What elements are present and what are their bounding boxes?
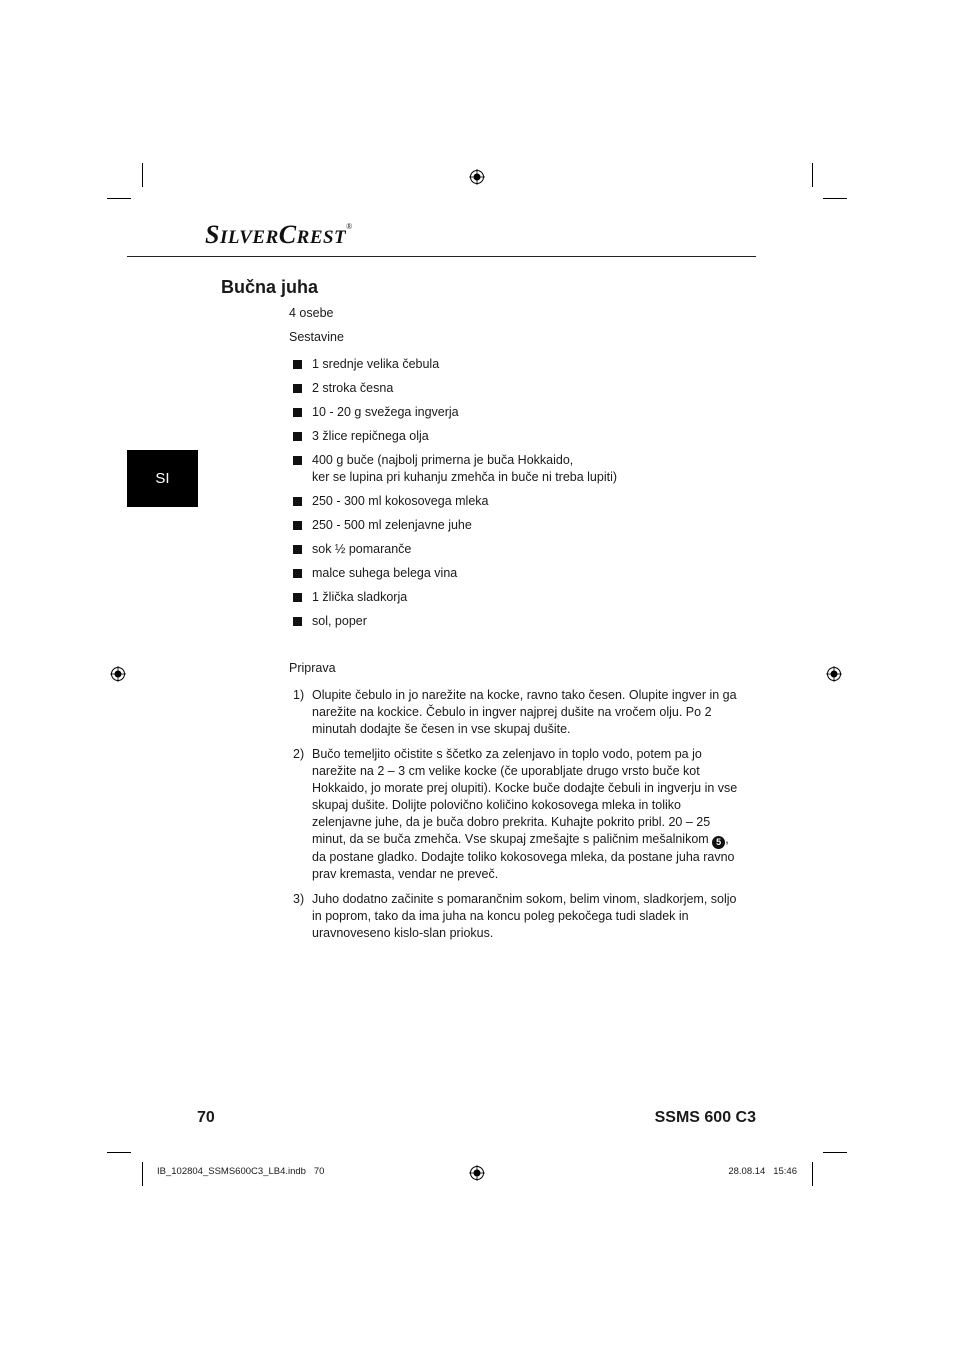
list-item: 10 - 20 g svežega ingverja xyxy=(293,404,753,421)
bullet-square-icon xyxy=(293,384,302,393)
crop-mark xyxy=(142,1162,143,1186)
crop-mark xyxy=(823,1152,847,1153)
part-reference-icon: 5 xyxy=(712,836,725,849)
step-item xyxy=(293,746,738,883)
ingredients-heading: Sestavine xyxy=(289,330,344,344)
print-slug-date: 28.08.14 15:46 xyxy=(728,1166,797,1177)
servings: 4 osebe xyxy=(289,306,334,320)
bullet-square-icon xyxy=(293,497,302,506)
bullet-square-icon xyxy=(293,432,302,441)
list-item: 250 - 500 ml zelenjavne juhe xyxy=(293,517,753,534)
step-number: 2) xyxy=(293,747,305,761)
list-item: 400 g buče (najbolj primerna je buča Hokkaido, ker se lupina pri kuhanju zmehča in buče ni treba lupiti) xyxy=(293,452,753,486)
registration-mark-icon xyxy=(826,666,842,682)
step-text: Juho dodatno začinite s pomarančnim sokom, belim vinom, sladkorjem, soljo in poprom, tako da ima juha na koncu poleg pekočega tudi sladek in uravnoveseno kislo-slan priokus. xyxy=(312,892,737,940)
crop-mark xyxy=(107,198,131,199)
language-tab xyxy=(127,450,198,507)
page-number: 70 xyxy=(197,1109,215,1126)
bullet-square-icon xyxy=(293,545,302,554)
crop-mark xyxy=(107,1152,131,1153)
list-item: 250 - 300 ml kokosovega mleka xyxy=(293,493,753,510)
brand-logo: SILVERCREST® xyxy=(205,220,353,249)
step-number: 3) xyxy=(293,892,305,906)
step-number: 1) xyxy=(293,688,305,702)
list-item: 2 stroka česna xyxy=(293,380,753,397)
crop-mark xyxy=(142,163,143,187)
page-title: Bučna juha xyxy=(221,277,319,297)
bullet-square-icon xyxy=(293,360,302,369)
list-item: sol, poper xyxy=(293,613,753,630)
registration-mark-icon xyxy=(110,666,126,682)
preparation-steps xyxy=(293,687,738,950)
ingredients-list xyxy=(293,356,753,637)
crop-mark xyxy=(812,163,813,187)
bullet-square-icon xyxy=(293,456,302,465)
step-item xyxy=(293,891,738,942)
preparation-heading: Priprava xyxy=(289,661,336,675)
registration-mark-icon xyxy=(469,1165,485,1181)
header-rule xyxy=(127,256,756,257)
list-item: 1 žlička sladkorja xyxy=(293,589,753,606)
bullet-square-icon xyxy=(293,569,302,578)
registration-mark-icon xyxy=(469,169,485,185)
step-text: , da postane gladko. Dodajte toliko kokosovega mleka, da postane juha ravno prav kremasta, vendar ne preveč. xyxy=(312,832,735,881)
list-item: malce suhega belega vina xyxy=(293,565,753,582)
step-item xyxy=(293,687,738,738)
crop-mark xyxy=(812,1162,813,1186)
language-tab-label: SI xyxy=(155,470,170,487)
print-slug-file: IB_102804_SSMS600C3_LB4.indb 70 xyxy=(157,1166,325,1177)
step-text: Bučo temeljito očistite s ščetko za zelenjavo in toplo vodo, potem pa jo narežite na 2 – 3 cm velike kocke (če uporabljate drugo vrsto buče kot Hokkaido, jo morate prej olupiti). Kocke buče dodajte čebuli in ingverju in vse skupaj dušite. Dolijte polovično količino kokosovega mleka in toliko zelenjavne juhe, da je buča dobro prekrita. Kuhajte pokrito pribl. 20 – 25 minut, da se buča zmehča. Vse skupaj zmešajte s paličnim mešalnikom xyxy=(312,747,738,846)
bullet-square-icon xyxy=(293,521,302,530)
step-text: Olupite čebulo in jo narežite na kocke, ravno tako česen. Olupite ingver in ga narežite na kockice. Čebulo in ingver najprej dušite na vročem olju. Po 2 minutah dodajte še česen in vse skupaj dušite. xyxy=(312,688,737,736)
bullet-square-icon xyxy=(293,408,302,417)
crop-mark xyxy=(823,198,847,199)
list-item: 1 srednje velika čebula xyxy=(293,356,753,373)
bullet-square-icon xyxy=(293,593,302,602)
model-name: SSMS 600 C3 xyxy=(654,1109,756,1126)
list-item: 3 žlice repičnega olja xyxy=(293,428,753,445)
list-item: sok ½ pomaranče xyxy=(293,541,753,558)
bullet-square-icon xyxy=(293,617,302,626)
